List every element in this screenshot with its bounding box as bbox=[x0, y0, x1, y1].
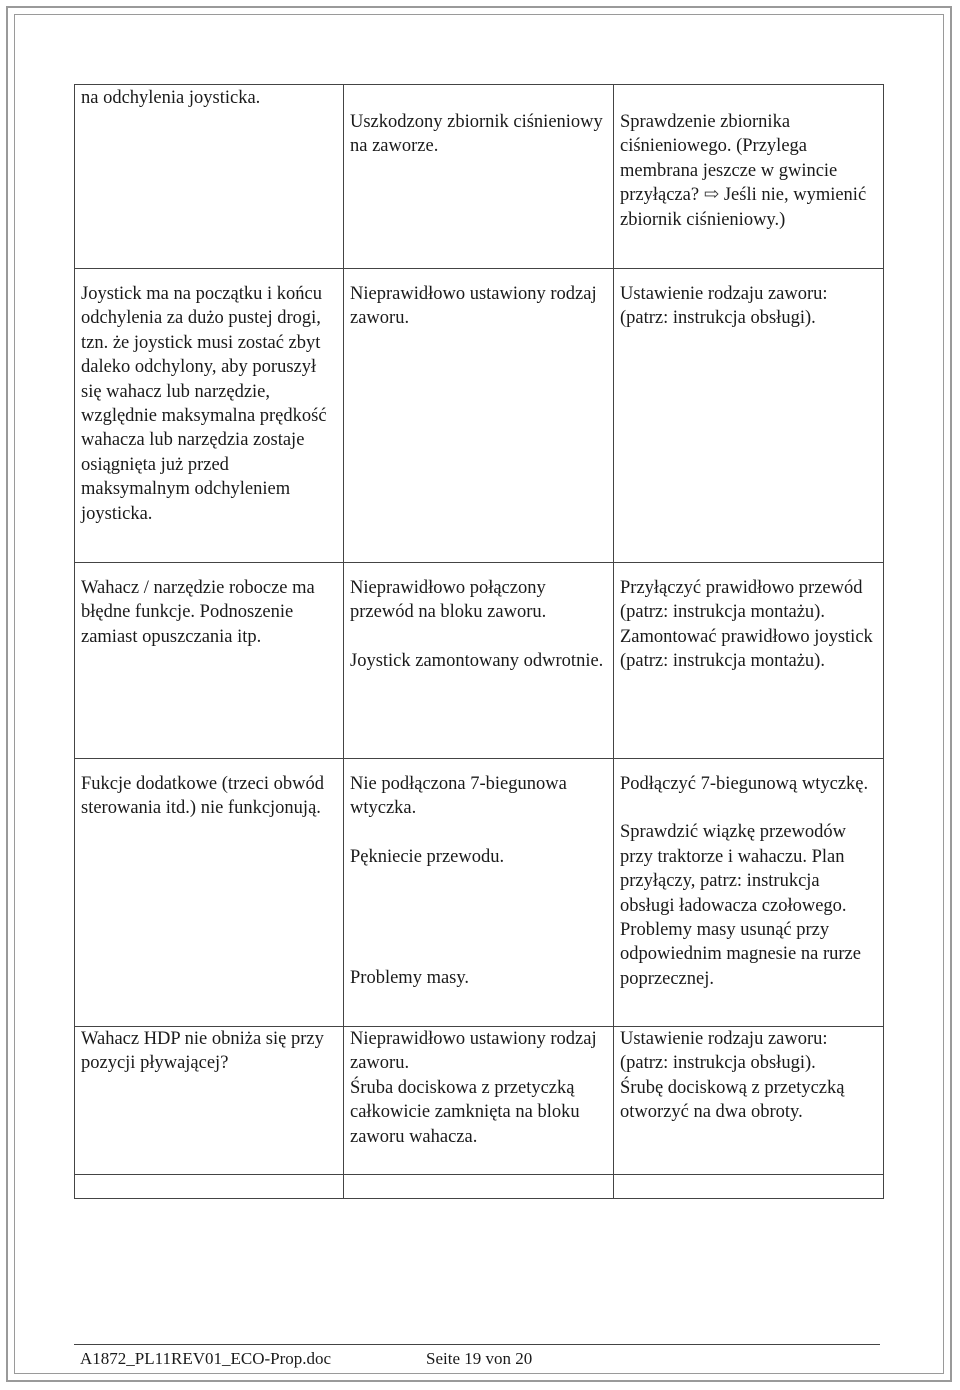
footer-doc-name: A1872_PL11REV01_ECO-Prop.doc bbox=[80, 1349, 332, 1368]
cause-text: Nieprawidłowo ustawiony rodzaj zaworu. bbox=[350, 1029, 597, 1074]
table-row bbox=[75, 269, 884, 563]
remedy-text: Śrubę dociskową z przetyczką otworzyć na dwa obroty. bbox=[620, 1077, 845, 1123]
cause-text: Pękniecie przewodu. bbox=[350, 846, 505, 867]
problem-text: Fukcje dodatkowe (trzeci obwód sterowania itd.) nie funkcjonują. bbox=[81, 774, 324, 819]
remedy-text: Sprawdzić wiązkę przewodów przy traktorze i wahaczu. Plan przyłączy, patrz: instrukcja obsługi ładowacza czołowego. bbox=[620, 822, 847, 916]
remedy-text: Sprawdzenie zbiornika ciśnieniowego. (Przylega membrana jeszcze w gwincie przyłącza? bbox=[620, 112, 838, 206]
cause-text: Joystick zamontowany odwrotnie. bbox=[350, 650, 604, 671]
table-row bbox=[75, 1027, 884, 1175]
cause-text: Śruba dociskowa z przetyczką całkowicie zamknięta na bloku zaworu wahacza. bbox=[350, 1077, 580, 1147]
troubleshooting-table bbox=[74, 84, 884, 1199]
table-row bbox=[75, 563, 884, 759]
problem-text: Wahacz HDP nie obniża się przy pozycji pływającej? bbox=[81, 1029, 324, 1074]
footer-divider bbox=[74, 1344, 880, 1345]
cause-text: Uszkodzony zbiornik ciśnieniowy na zaworze. bbox=[350, 112, 603, 157]
problem-text: Wahacz / narzędzie robocze ma błędne funkcje. Podnoszenie zamiast opuszczania itp. bbox=[81, 578, 315, 647]
cause-text: Problemy masy. bbox=[350, 968, 470, 989]
problem-cell bbox=[75, 85, 344, 269]
table-row bbox=[75, 85, 884, 269]
cause-cell bbox=[344, 563, 614, 759]
problem-text: Joystick ma na początku i końcu odchylenia za dużo pustej drogi, tzn. że joystick musi zostać zbyt daleko odchylony, aby poruszył się wahacz lub narzędzie, względnie maksymalna prędkość wahacza lub narzędzia zostaje osiągnięta już przed maksymalnym odchyleniem joysticka. bbox=[81, 284, 327, 524]
problem-cell bbox=[75, 1027, 344, 1175]
problem-cell bbox=[75, 563, 344, 759]
remedy-cell bbox=[614, 269, 884, 563]
problem-cell bbox=[75, 759, 344, 1027]
footer-page-number: Seite 19 von 20 bbox=[426, 1349, 533, 1368]
empty-cell bbox=[614, 1175, 884, 1199]
remedy-cell bbox=[614, 759, 884, 1027]
remedy-text-cont: Jeśli nie, wymienić zbiornik ciśnieniowy.) bbox=[620, 185, 867, 230]
remedy-text: Ustawienie rodzaju zaworu: (patrz: instrukcja obsługi). bbox=[620, 284, 828, 329]
cause-cell bbox=[344, 269, 614, 563]
remedy-text: Zamontować prawidłowo joystick (patrz: instrukcja montażu). bbox=[620, 626, 873, 672]
cause-cell bbox=[344, 85, 614, 269]
remedy-text: Problemy masy usunąć przy odpowiednim magnesie na rurze poprzecznej. bbox=[620, 920, 861, 989]
table-row bbox=[75, 1175, 884, 1199]
remedy-text: Przyłączyć prawidłowo przewód (patrz: instrukcja montażu). bbox=[620, 578, 863, 623]
cause-text: Nieprawidłowo ustawiony rodzaj zaworu. bbox=[350, 284, 597, 329]
remedy-text: Podłączyć 7-biegunową wtyczkę. bbox=[620, 774, 869, 794]
table-row bbox=[75, 759, 884, 1027]
empty-cell bbox=[75, 1175, 344, 1199]
empty-cell bbox=[344, 1175, 614, 1199]
remedy-text: Ustawienie rodzaju zaworu: (patrz: instrukcja obsługi). bbox=[620, 1029, 828, 1074]
remedy-cell bbox=[614, 85, 884, 269]
remedy-cell bbox=[614, 563, 884, 759]
remedy-cell bbox=[614, 1027, 884, 1175]
cause-cell bbox=[344, 1027, 614, 1175]
problem-text: na odchylenia joysticka. bbox=[81, 88, 261, 108]
cause-cell bbox=[344, 759, 614, 1027]
cause-text: Nie podłączona 7-biegunowa wtyczka. bbox=[350, 774, 567, 819]
arrow-right-icon: ⇨ bbox=[703, 185, 720, 206]
problem-cell bbox=[75, 269, 344, 563]
cause-text: Nieprawidłowo połączony przewód na bloku zaworu. bbox=[350, 578, 547, 623]
